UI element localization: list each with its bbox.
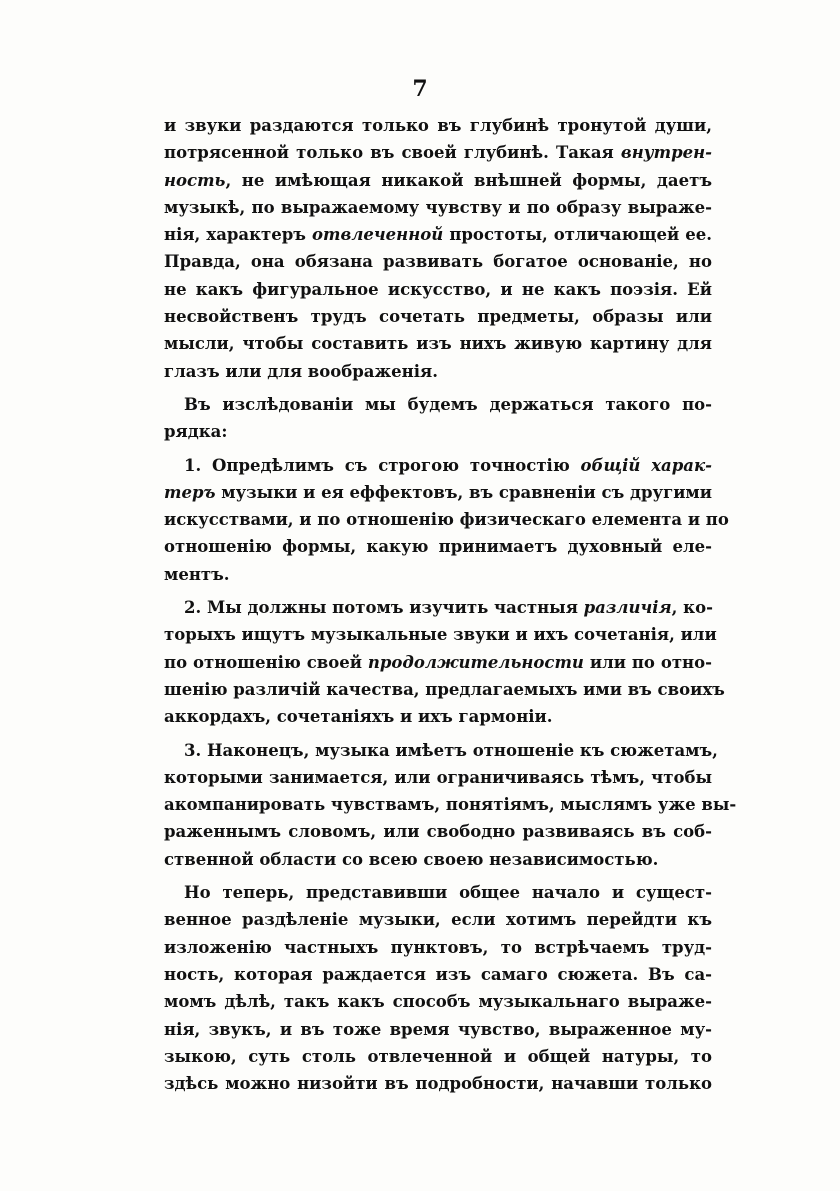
text-line: 2. Мы должны потомъ изучить частныя различія, ко- [184, 598, 713, 618]
text-line: несвойственъ трудъ сочетать предметы, образы или [164, 307, 712, 327]
text-line: Но теперь, представивши общее начало и сущест- [184, 883, 712, 903]
text-line: зыкою, суть столь отвлеченной и общей натуры, то [164, 1046, 712, 1066]
text-line: которыми занимается, или ограничиваясь тѣмъ, чтобы [164, 767, 712, 787]
text-line: Въ изслѣдованіи мы будемъ держаться такого по- [184, 394, 712, 414]
text-line: шенію различій качества, предлагаемыхъ ими въ своихъ [164, 679, 725, 699]
text-line: изложенію частныхъ пунктовъ, то встрѣчаемъ труд- [164, 937, 712, 957]
text-line: ность, которая раждается изъ самаго сюжета. Въ са- [164, 964, 712, 984]
text-line: здѣсь можно низойти въ подробности, начавши только [164, 1074, 712, 1094]
text-line: музыкѣ, по выражаемому чувству и по образу выраже- [164, 197, 712, 217]
text-line: акомпанировать чувствамъ, понятіямъ, мыслямъ уже вы- [164, 795, 737, 815]
text-line: момъ дѣлѣ, такъ какъ способъ музыкальнаго выраже- [164, 992, 712, 1012]
paragraph [164, 737, 737, 873]
text-line: не какъ фигуральное искусство, и не какъ поэзія. Ей [164, 279, 712, 299]
text-line: венное раздѣленіе музыки, если хотимъ перейдти къ [164, 910, 712, 930]
text-line: 3. Наконецъ, музыка имѣетъ отношеніе къ сюжетамъ, [184, 740, 718, 760]
paragraph [164, 452, 729, 588]
text-line: отношенію формы, какую принимаетъ духовный еле- [164, 537, 712, 557]
text-line: искусствами, и по отношенію физическаго елемента и по [164, 510, 729, 530]
text-line: нія, звукъ, и въ тоже время чувство, выраженное му- [164, 1019, 712, 1039]
text-line: нія, характеръ отвлеченной простоты, отличающей ее. [164, 225, 712, 245]
paragraph [164, 594, 725, 730]
text-line: раженнымъ словомъ, или свободно развиваясь въ соб- [164, 822, 712, 842]
text-line: Правда, она обязана развивать богатое основаніе, но [164, 252, 712, 272]
paragraph [164, 879, 712, 1097]
text-line: и звуки раздаются только въ глубинѣ тронутой души, [164, 116, 712, 135]
text-line: ственной области со всею своею независимостью. [164, 849, 659, 869]
paragraph [164, 112, 712, 385]
text-line: рядка: [164, 422, 228, 442]
text-line: 1. Опредѣлимъ съ строгою точностію общій харак- [184, 455, 712, 475]
paragraph [164, 391, 712, 446]
text-line: потрясенной только въ своей глубинѣ. Такая внутрен- [164, 143, 712, 163]
text-line: теръ музыки и ея еффектовъ, въ сравненіи съ другими [164, 482, 713, 502]
text-line: глазъ или для воображенія. [164, 361, 438, 381]
body-text [164, 112, 737, 1097]
text-line: ность, не имѣющая никакой внѣшней формы, даетъ [164, 170, 712, 190]
text-line: мысли, чтобы составить изъ нихъ живую картину для [164, 334, 712, 354]
text-line: аккордахъ, сочетаніяхъ и ихъ гармоніи. [164, 707, 553, 727]
text-line: по отношенію своей продолжительности или по отно- [164, 652, 712, 672]
text-line: торыхъ ищутъ музыкальные звуки и ихъ сочетанія, или [164, 625, 717, 645]
page-number: 7 [412, 76, 428, 102]
text-line: ментъ. [164, 564, 230, 584]
